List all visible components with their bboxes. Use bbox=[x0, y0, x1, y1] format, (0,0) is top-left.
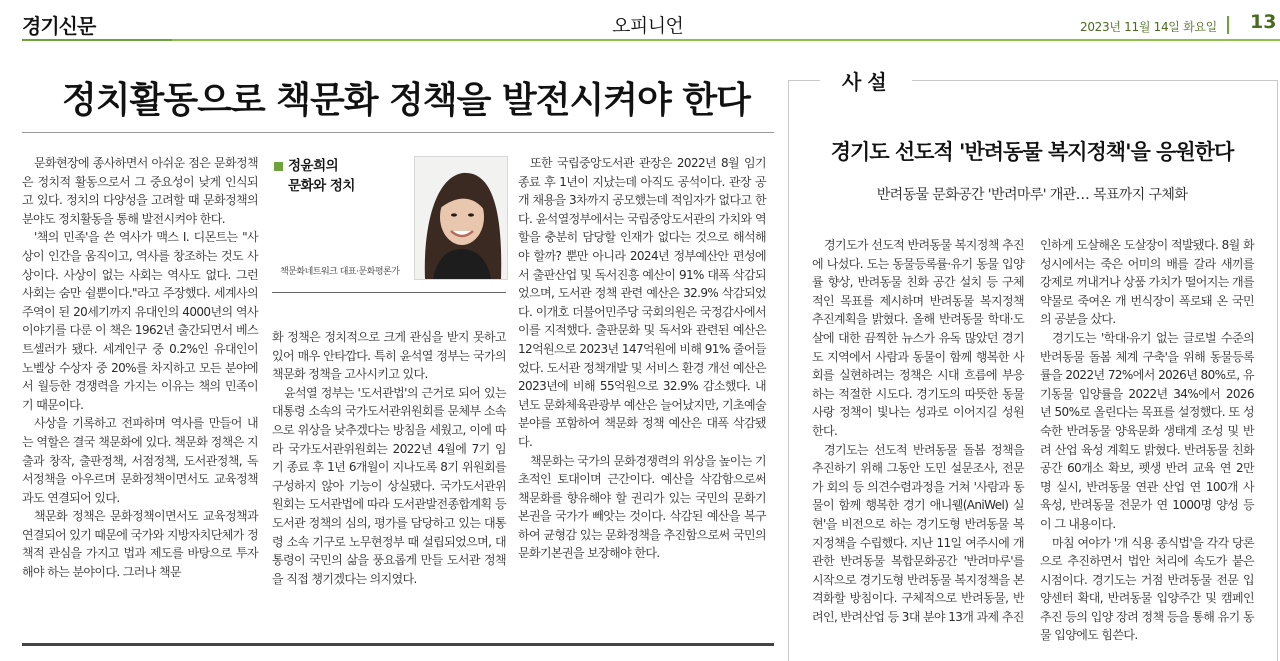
paragraph: 사상을 기록하고 전파하며 역사를 만들어 내는 역할은 결국 책문화에 있다. 책문화 정책은 지출과 창작, 출판정책, 서점정책, 도서관정책, 독서정책을 아우르며 문화정책이면서도 교육정책과도 연결되어 있다. bbox=[22, 416, 258, 505]
column-box-rule bbox=[272, 292, 506, 293]
column-title-line-1: 정윤희의 bbox=[288, 158, 339, 174]
article-column-3 bbox=[518, 154, 766, 563]
header-rule-accent bbox=[22, 39, 172, 41]
page-header bbox=[0, 0, 1280, 44]
editorial-subhead: 반려동물 문화공간 '반려마루' 개관… 목표까지 구체화 bbox=[876, 187, 1188, 203]
issue-date: 2023년 11월 14일 화요일 bbox=[1080, 20, 1217, 34]
article-column-2 bbox=[272, 328, 506, 588]
section-name: 오피니언 bbox=[612, 15, 684, 37]
column-title bbox=[288, 156, 355, 196]
paragraph: 경기도는 '학대·유기 없는 글로벌 수준의 반려동물 돌봄 체계 구축'을 위해 동물등록률을 2022년 72%에서 2026년 80%로, 유기동물 입양률을 2022년 34%에서 2026년 50%로 올린다는 목표를 설정했다. 또 성숙한 반려동물 양육문화 생태계 조성 및 반려 산업 육성 계획도 밝혔다. 반려동물 친화 공간 60개소 확보, 펫생 반려 교육 연 2만 명 실시, 반려동물 연관 산업 연 100개 사 육성, 반려동물 전문가 연 1000명 양성 등이 그 내용이다. bbox=[1040, 330, 1254, 531]
paragraph: 책문화는 국가의 문화경쟁력의 위상을 높이는 기초적인 토대이며 근간이다. 예산을 삭감함으로써 책문화를 향유해야 할 권리가 있는 국민의 문화기본권을 국가가 빼앗는 것이다. 삭감된 예산을 복구하여 균형감 있는 문화정책을 추진함으로써 국민의 문화기본권을 보장해야 한다. bbox=[518, 453, 766, 561]
header-rule bbox=[22, 39, 1280, 41]
article-column-1 bbox=[22, 154, 258, 582]
paragraph: 마침 여야가 '개 식용 종식법'을 각각 당론으로 추진하면서 법안 처리에 속도가 붙은 시점이다. 경기도는 거점 반려동물 전문 입양센터 확대, 반려동물 입양주간 및 캠페인 추진 등의 입양 장려 정책 등을 통해 유기 동물 입양에도 힘쓴다. bbox=[1040, 535, 1254, 643]
article-headline: 정치활동으로 책문화 정책을 발전시켜야 한다 bbox=[62, 79, 750, 121]
column-marker-icon bbox=[274, 162, 283, 171]
column-byline-box bbox=[272, 150, 506, 300]
author-caption: 책문화네트워크 대표·문화평론가 bbox=[280, 267, 400, 277]
editorial-headline: 경기도 선도적 '반려동물 복지정책'을 응원한다 bbox=[830, 139, 1234, 164]
header-divider bbox=[1227, 16, 1229, 34]
paragraph: 인하게 도살해온 도살장이 적발됐다. 8월 화성시에서는 죽은 어미의 배를 갈라 새끼를 강제로 꺼내거나 상품 가치가 떨어지는 개를 약물로 죽여온 개 번식장이 폭로돼 온 국민의 공분을 샀다. bbox=[1040, 238, 1254, 327]
editorial-column-2 bbox=[1040, 236, 1254, 645]
paragraph: 책문화 정책은 문화정책이면서도 교육정책과 연결되어 있기 때문에 국가와 지방자치단체가 정책적 관심을 가지고 법과 제도를 바탕으로 투자해야 하는 분야이다. 그러나 책문 bbox=[22, 509, 258, 580]
paragraph: 또한 국립중앙도서관 관장은 2022년 8월 임기 종료 후 1년이 지났는데 아직도 공석이다. 관장 공개 채용을 3차까지 공모했는데 적임자가 없다고 한다. 윤석열정부에서는 국립중앙도서관의 가치와 역할을 충분히 담당할 인재가 없다는 것으로 해석해야 할까? 뿐만 아니라 2024년 정부예산안 편성에서 출판산업 및 독서진흥 예산이 91% 대폭 삭감되었으며, 도서관 정책 관련 예산은 32.9% 삭감되었다. 이개호 더불어민주당 국회의원은 국정감사에서 이를 지적했다. 출판문화 및 독서와 관련된 예산은 12억원으로 2023년 147억원에 비해 91% 줄어들었다. 도서관 정책개발 및 서비스 환경 개선 예산은 2023년에 비해 55억원으로 32.9% 감소했다. 내년도 문화체육관광부 예산은 늘어났지만, 기초예술분야를 포함하여 책문화 정책 예산은 대폭 삭감됐다. bbox=[518, 156, 766, 449]
article-bottom-rule bbox=[22, 643, 774, 646]
paragraph: 화 정책은 정치적으로 크게 관심을 받지 못하고 있어 매우 안타깝다. 특히 윤석열 정부는 국가의 책문화 정책을 고사시키고 있다. bbox=[272, 330, 506, 382]
column-title-line-2: 문화와 정치 bbox=[288, 178, 355, 194]
paragraph: 경기도는 선도적 반려동물 돌봄 정책을 추진하기 위해 그동안 도민 설문조사, 전문가 회의 등 의견수렴과정을 거쳐 '사람과 동물이 함께 행복한 경기 애니웰(AniWel) 실현'을 비전으로 하는 경기도형 반려동물 복지정책을 수립했다. 지난 11일 여주시에 개관한 반려동물 복합문화공간 '반려마루'를 시작으로 경기도형 반려동물 복지정책을 본격화할 방침이다. 구체적으로 반려동물, 반려인, 반려산업 등 3대 분야 13개 과제 추진 bbox=[812, 442, 1024, 624]
paragraph: 문화현장에 종사하면서 아쉬운 점은 문화정책은 정치적 활동으로서 그 중요성이 낮게 인식되고 있다. 정치의 다양성을 고려할 때 문화정책의 분야도 정치활동을 통해 발전시켜야 한다. bbox=[22, 156, 258, 226]
author-photo bbox=[414, 156, 508, 280]
paragraph: '책의 민족'을 쓴 역사가 맥스 I. 디몬트는 "사상이 인간을 움직이고, 역사를 창조하는 것도 사상이다. 사상이 없는 사회는 역사도 없다. 그런 사회는 숨만 쉴뿐이다."라고 주장했다. 세계사의 주역이 된 20세기까지 유대인의 4000년의 역사이야기를 다룬 이 책은 1962년 출간되면서 베스트셀러가 됐다. 세계인구 중 0.2%인 유대인이 노벨상 수상자 중 20%를 차지하고 모든 분야에서 월등한 경쟁력을 가지는 이유는 책의 민족이기 때문이다. bbox=[22, 230, 258, 412]
paragraph: 경기도가 선도적 반려동물 복지정책 추진에 나섰다. 도는 동물등록률·유기 동물 입양률 향상, 반려동물 친화 공간 설치 등 구체적인 목표를 제시하며 반려동물 복지정책 추진계획을 밝혔다. 올해 반려동물 학대·도살에 대한 끔찍한 뉴스가 유독 많았던 경기도 지역에서 사람과 동물이 함께 행복한 사회를 실현하려는 정책은 시대 흐름에 부응하는 적절한 시도다. 경기도의 따뜻한 동물사랑 정책이 빛나는 성과로 이어지길 성원한다. bbox=[812, 238, 1024, 438]
author-portrait bbox=[415, 157, 507, 279]
paragraph: 윤석열 정부는 '도서관법'의 근거로 되어 있는 대통령 소속의 국가도서관위원회를 문체부 소속으로 위상을 낮추겠다는 방침을 세웠고, 이에 따라 국가도서관위원회는 2022년 4월에 7기 임기 종료 후 1년 6개월이 지나도록 8기 위원회를 구성하지 않아 기능이 상실됐다. 국가도서관위원회는 도서관법에 따라 도서관발전종합계획 등 도서관 정책의 심의, 평가를 담당하고 있는 대통령 소속 기구로 노무현정부 때 설립되었으며, 대통령이 국민의 삶을 풍요롭게 만들 도서관 정책을 직접 챙기겠다는 의지였다. bbox=[272, 385, 506, 586]
newspaper-logo[interactable]: 경기신문 bbox=[22, 14, 96, 38]
headline-rule bbox=[22, 132, 774, 133]
page-number: 13 bbox=[1250, 11, 1277, 33]
editorial-label: 사설 bbox=[842, 70, 893, 94]
editorial-column-1 bbox=[812, 236, 1024, 626]
